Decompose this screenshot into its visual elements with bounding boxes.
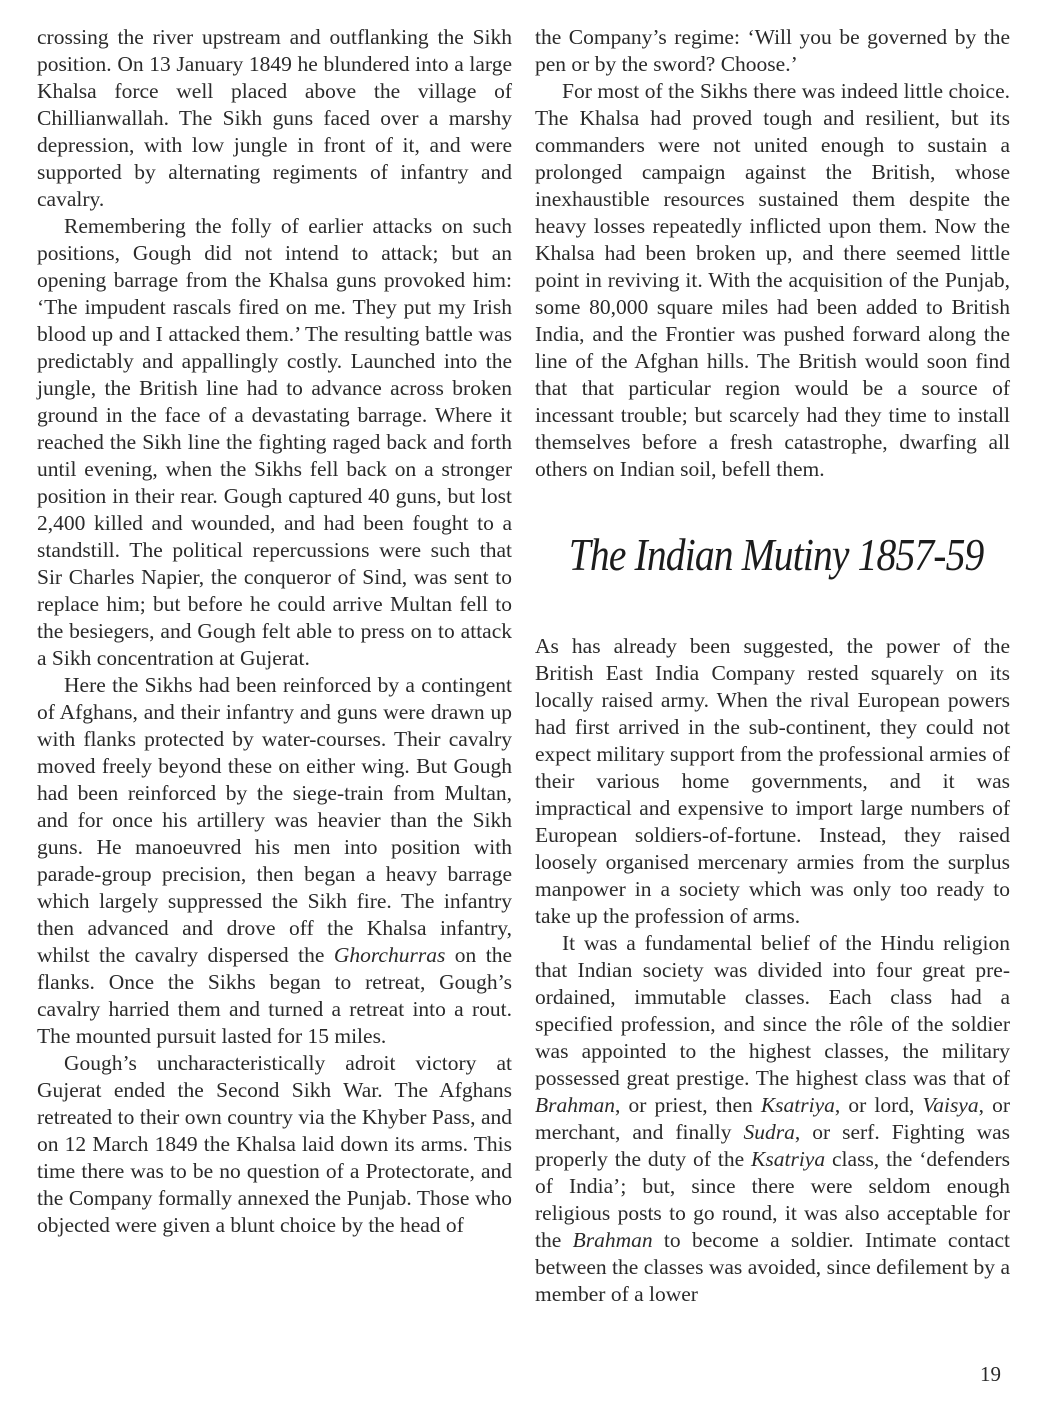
section-title: The Indian Mutiny 1857-59 [568, 529, 984, 580]
left-column [37, 24, 512, 1239]
italic-term: Ghorchurras [333, 943, 446, 967]
text-run: , or serf. Fighting was properly the duty of the [535, 1120, 1010, 1171]
body-paragraph: For most of the Sikhs there was indeed little choice. The Khalsa had proved tough and resilient, but its commanders were not united enough to sustain a prolonged campaign against the British, whose inexhaustible resources sustained them despite the heavy losses repeatedly inflicted upon them. Now the Khalsa had been broken up, and there seemed little point in reviving it. With the acquisition of the Punjab, some 80,000 square miles had been added to British India, and the Frontier was pushed forward along the line of the Afghan hills. The British would soon find that that particular region would be a source of incessant trouble; but scarcely had they time to install themselves before a fresh catastrophe, dwarfing all others on Indian soil, befell them. [535, 79, 1010, 481]
body-paragraph: crossing the river upstream and outflanking the Sikh position. On 13 January 1849 he blundered into a large Khalsa force well placed above the village of Chillianwallah. The Sikh guns faced over a marshy depression, with low jungle in front of it, and were supported by alternating regiments of infantry and cavalry. [37, 25, 512, 211]
text-run: to become a soldier. Intimate contact between the classes was avoided, since defilement by a member of a lower [535, 1228, 1010, 1306]
italic-term: Ksatriya [751, 1147, 826, 1171]
text-run: , or lord, [834, 1093, 923, 1117]
body-paragraph [37, 672, 512, 1050]
section-heading [535, 525, 1010, 585]
italic-term: Ksatriya [760, 1093, 835, 1117]
italic-term: Brahman [572, 1228, 653, 1252]
body-paragraph [535, 930, 1010, 1308]
text-run: class, the ‘defenders of India’; but, since there were seldom enough religious posts to go round, it was also acceptable for the [535, 1147, 1010, 1252]
text-run: Here the Sikhs had been reinforced by a contingent of Afghans, and their infantry and guns were drawn up with flanks protected by water-courses. Their cavalry moved freely beyond these on either wing. But Gough had been reinforced by the siege-train from Multan, and for once his artillery was heavier than the Sikh guns. He manoeuvred his men into position with parade-group precision, then began a heavy barrage which largely suppressed the Sikh fire. The infantry then advanced and drove off the Khalsa infantry, whilst the cavalry dispersed the [37, 673, 512, 967]
body-paragraph: Remembering the folly of earlier attacks on such positions, Gough did not intend to attack; but an opening barrage from the Khalsa guns provoked him: ‘The impudent rascals fired on me. They put my Irish blood up and I attacked them.’ The resulting battle was predictably and appallingly costly. Launched into the jungle, the British line had to advance across broken ground in the face of a devastating barrage. Where it reached the Sikh line the fighting raged back and forth until evening, when the Sikhs fell back on a stronger position in their rear. Gough captured 40 guns, but lost 2,400 killed and wounded, and had been fought to a standstill. The political repercussions were such that Sir Charles Napier, the conqueror of Sind, was sent to replace him; but before he could arrive Multan fell to the besiegers, and Gough felt able to press on to attack a Sikh concentration at Gujerat. [37, 214, 512, 670]
italic-term: Sudra [743, 1120, 795, 1144]
text-run: It was a fundamental belief of the Hindu religion that Indian society was divided into four great pre-ordained, immutable classes. Each class had a specified profession, and since the rôle of the soldier was appointed to the highest classes, the military possessed great prestige. The highest class was that of [535, 931, 1010, 1090]
body-paragraph: the Company’s regime: ‘Will you be governed by the pen or by the sword? Choose.’ [535, 25, 1010, 76]
body-paragraph: Gough’s uncharacteristically adroit victory at Gujerat ended the Second Sikh War. The Afghans retreated to their own country via the Khyber Pass, and on 12 March 1849 the Khalsa laid down its arms. This time there was to be no question of a Protectorate, and the Company formally annexed the Punjab. Those who objected were given a blunt choice by the head of [37, 1051, 512, 1237]
body-paragraph: As has already been suggested, the power of the British East India Company rested squarely on its locally raised army. When the rival European powers had first arrived in the sub-continent, they could not expect military support from the professional armies of their various home governments, and it was impractical and expensive to import large numbers of European soldiers-of-fortune. Instead, they raised loosely organised mercenary armies from the surplus manpower in a society which was only too ready to take up the profession of arms. [535, 634, 1010, 928]
text-run: on the flanks. Once the Sikhs began to retreat, Gough’s cavalry harried them and turned a retreat into a rout. The mounted pursuit lasted for 15 miles. [37, 943, 512, 1048]
right-column [535, 24, 1010, 1308]
italic-term: Brahman [535, 1093, 616, 1117]
page-number: 19 [980, 1362, 1001, 1386]
italic-term: Vaisya [922, 1093, 979, 1117]
text-run: , or priest, then [615, 1093, 761, 1117]
text-run: , or merchant, and finally [535, 1093, 1010, 1144]
